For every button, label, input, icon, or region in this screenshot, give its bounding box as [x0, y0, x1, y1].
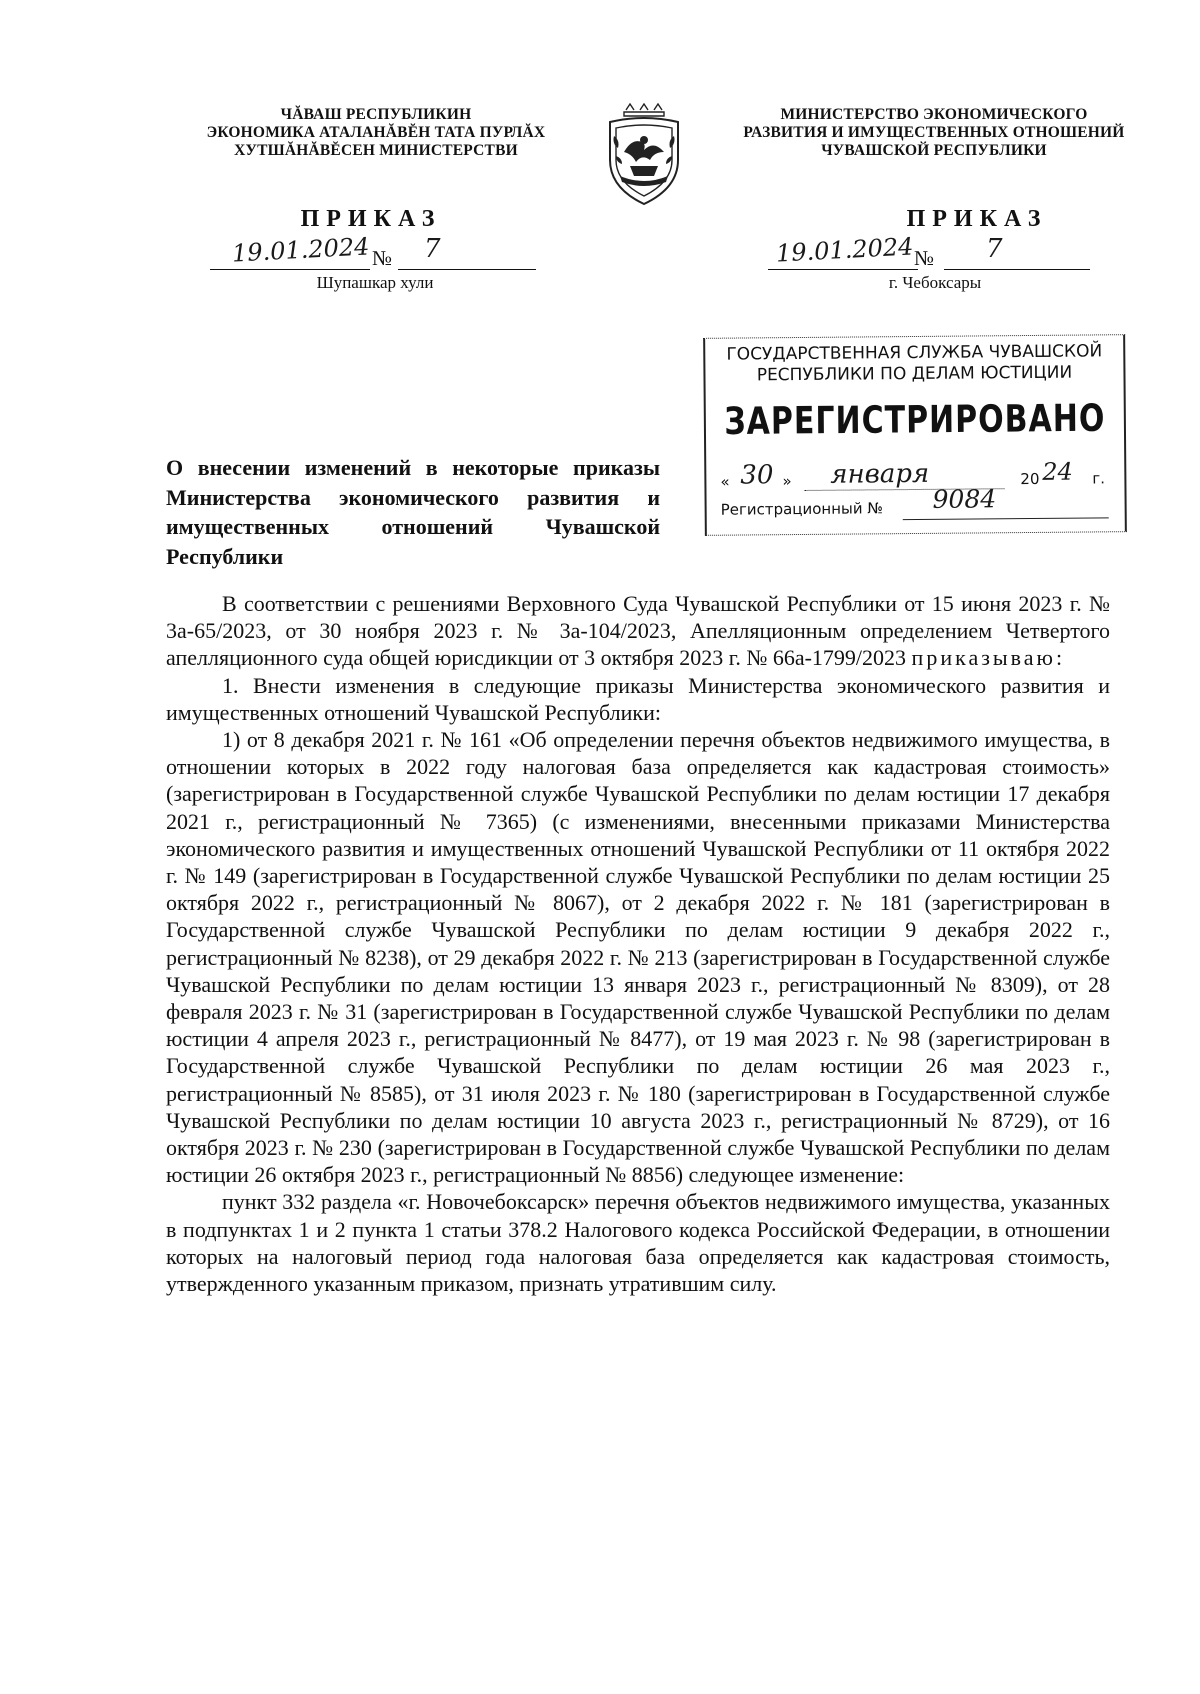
order-title-left: ПРИКАЗ [300, 206, 442, 232]
stamp-day: 30 [740, 460, 774, 491]
coat-of-arms-icon [596, 100, 692, 208]
header-right-line-2: РАЗВИТИЯ И ИМУЩЕСТВЕННЫХ ОТНОШЕНИЙ [743, 124, 1125, 141]
registration-stamp [703, 334, 1127, 536]
order-number-line-left [398, 269, 536, 270]
stamp-org-line-2: РЕСПУБЛИКИ ПО ДЕЛАМ ЮСТИЦИИ [756, 362, 1073, 386]
order-city-right: г. Чебоксары [888, 273, 982, 292]
stamp-quote-open: « [720, 472, 730, 491]
header-left-line-1: ЧĂВАШ РЕСПУБЛИКИН [280, 106, 472, 123]
stamp-status: ЗАРЕГИСТРИРОВАНО [724, 396, 1106, 445]
stamp-year-prefix: 20 [1020, 469, 1040, 489]
stamp-year-unit: г. [1092, 469, 1106, 488]
header-right-line-1: МИНИСТЕРСТВО ЭКОНОМИЧЕСКОГО [780, 106, 1088, 123]
order-date-line-left [210, 269, 370, 270]
order-number-right: 7 [986, 234, 1003, 264]
body-paragraph-1-text: В соответствии с решениями Верховного Суда Чувашской Республики от 15 июня 2023 г. № 3а-65/2023, от 30 ноября 2023 г. № 3а-104/2023, Апелляционным определением Четвертого апелляционного суда общей юрисдикции от 3 октября 2023 г. № 66а-1799/2023 [166, 591, 1110, 671]
stamp-organization [705, 341, 1123, 387]
stamp-reg-label: Регистрационный № [720, 499, 884, 519]
stamp-reg-row [720, 484, 997, 519]
order-number-line-right [944, 269, 1090, 270]
header-right-ministry-russian [730, 106, 1138, 160]
order-date-left: 19.01.2024 [231, 232, 371, 268]
stamp-month: января [830, 458, 930, 490]
order-number-left: 7 [424, 234, 441, 264]
stamp-quote-close: » [782, 472, 792, 491]
order-city-left: Шупашкар хули [316, 273, 434, 292]
order-date-line-right [768, 269, 918, 270]
body-paragraph-4: пункт 332 раздела «г. Новочебоксарск» перечня объектов недвижимого имущества, указанных в подпунктах 1 и 2 пункта 1 статьи 378.2 Налогового кодекса Российской Федерации, в отношении которых на налоговый период года налоговая база определяется как кадастровая стоимость, утвержденного указанным приказом, признать утратившим силу. [166, 1189, 1110, 1297]
order-number-sign-right: № [914, 246, 935, 270]
order-title-right: ПРИКАЗ [906, 206, 1048, 232]
stamp-date-row [720, 457, 1114, 491]
stamp-reg-number: 9084 [932, 484, 997, 514]
header-left-line-2: ЭКОНОМИКА АТАЛАНĂВĔН ТАТА ПУРЛĂХ [206, 124, 546, 141]
header-right-line-3: ЧУВАШСКОЙ РЕСПУБЛИКИ [821, 142, 1047, 159]
stamp-org-line-1: ГОСУДАРСТВЕННАЯ СЛУЖБА ЧУВАШСКОЙ [726, 341, 1103, 365]
order-date-right: 19.01.2024 [775, 232, 915, 268]
document-body [166, 590, 1110, 1297]
header-left-line-3: ХУТШĂНĂВĔСЕН МИНИСТЕРСТВИ [234, 142, 518, 159]
header-left-ministry-chuvash [186, 106, 566, 160]
body-order-word: приказываю: [911, 645, 1066, 671]
body-paragraph-2: 1. Внести изменения в следующие приказы Министерства экономического развития и имущественных отношений Чувашской Республики: [166, 672, 1110, 725]
body-paragraph-1 [166, 590, 1110, 672]
document-title: О внесении изменений в некоторые приказы Министерства экономического развития и имущественных отношений Чувашской Республики [166, 455, 660, 569]
body-paragraph-3: 1) от 8 декабря 2021 г. № 161 «Об определении перечня объектов недвижимого имущества, в отношении которых в 2022 году налоговая база определяется как кадастровая стоимость» (зарегистрирован в Государственной службе Чувашской Республики по делам юстиции 17 декабря 2021 г., регистрационный № 7365) (с изменениями, внесенными приказами Министерства экономического развития и имущественных отношений Чувашской Республики от 11 октября 2022 г. № 149 (зарегистрирован в Государственной службе Чувашской Республики по делам юстиции 25 октября 2022 г., регистрационный № 8067), от 2 декабря 2022 г. № 181 (зарегистрирован в Государственной службе Чувашской Республики по делам юстиции 9 декабря 2022 г., регистрационный № 8238), от 29 декабря 2022 г. № 213 (зарегистрирован в Государственной службе Чувашской Республики по делам юстиции 13 января 2023 г., регистрационный № 8309), от 28 февраля 2023 г. № 31 (зарегистрирован в Государственной службе Чувашской Республики по делам юстиции 4 апреля 2023 г., регистрационный № 8477), от 19 мая 2023 г. № 98 (зарегистрирован в Государственной службе Чувашской Республики по делам юстиции 26 мая 2023 г., регистрационный № 8585), от 31 июля 2023 г. № 180 (зарегистрирован в Государственной службе Чувашской Республики по делам юстиции 10 августа 2023 г., регистрационный № 8729), от 16 октября 2023 г. № 230 (зарегистрирован в Государственной службе Чувашской Республики по делам юстиции 26 октября 2023 г., регистрационный № 8856) следующее изменение: [166, 727, 1110, 1188]
stamp-year-suffix: 24 [1042, 457, 1073, 486]
stamp-reg-line [903, 517, 1109, 520]
order-number-sign-left: № [372, 246, 393, 270]
